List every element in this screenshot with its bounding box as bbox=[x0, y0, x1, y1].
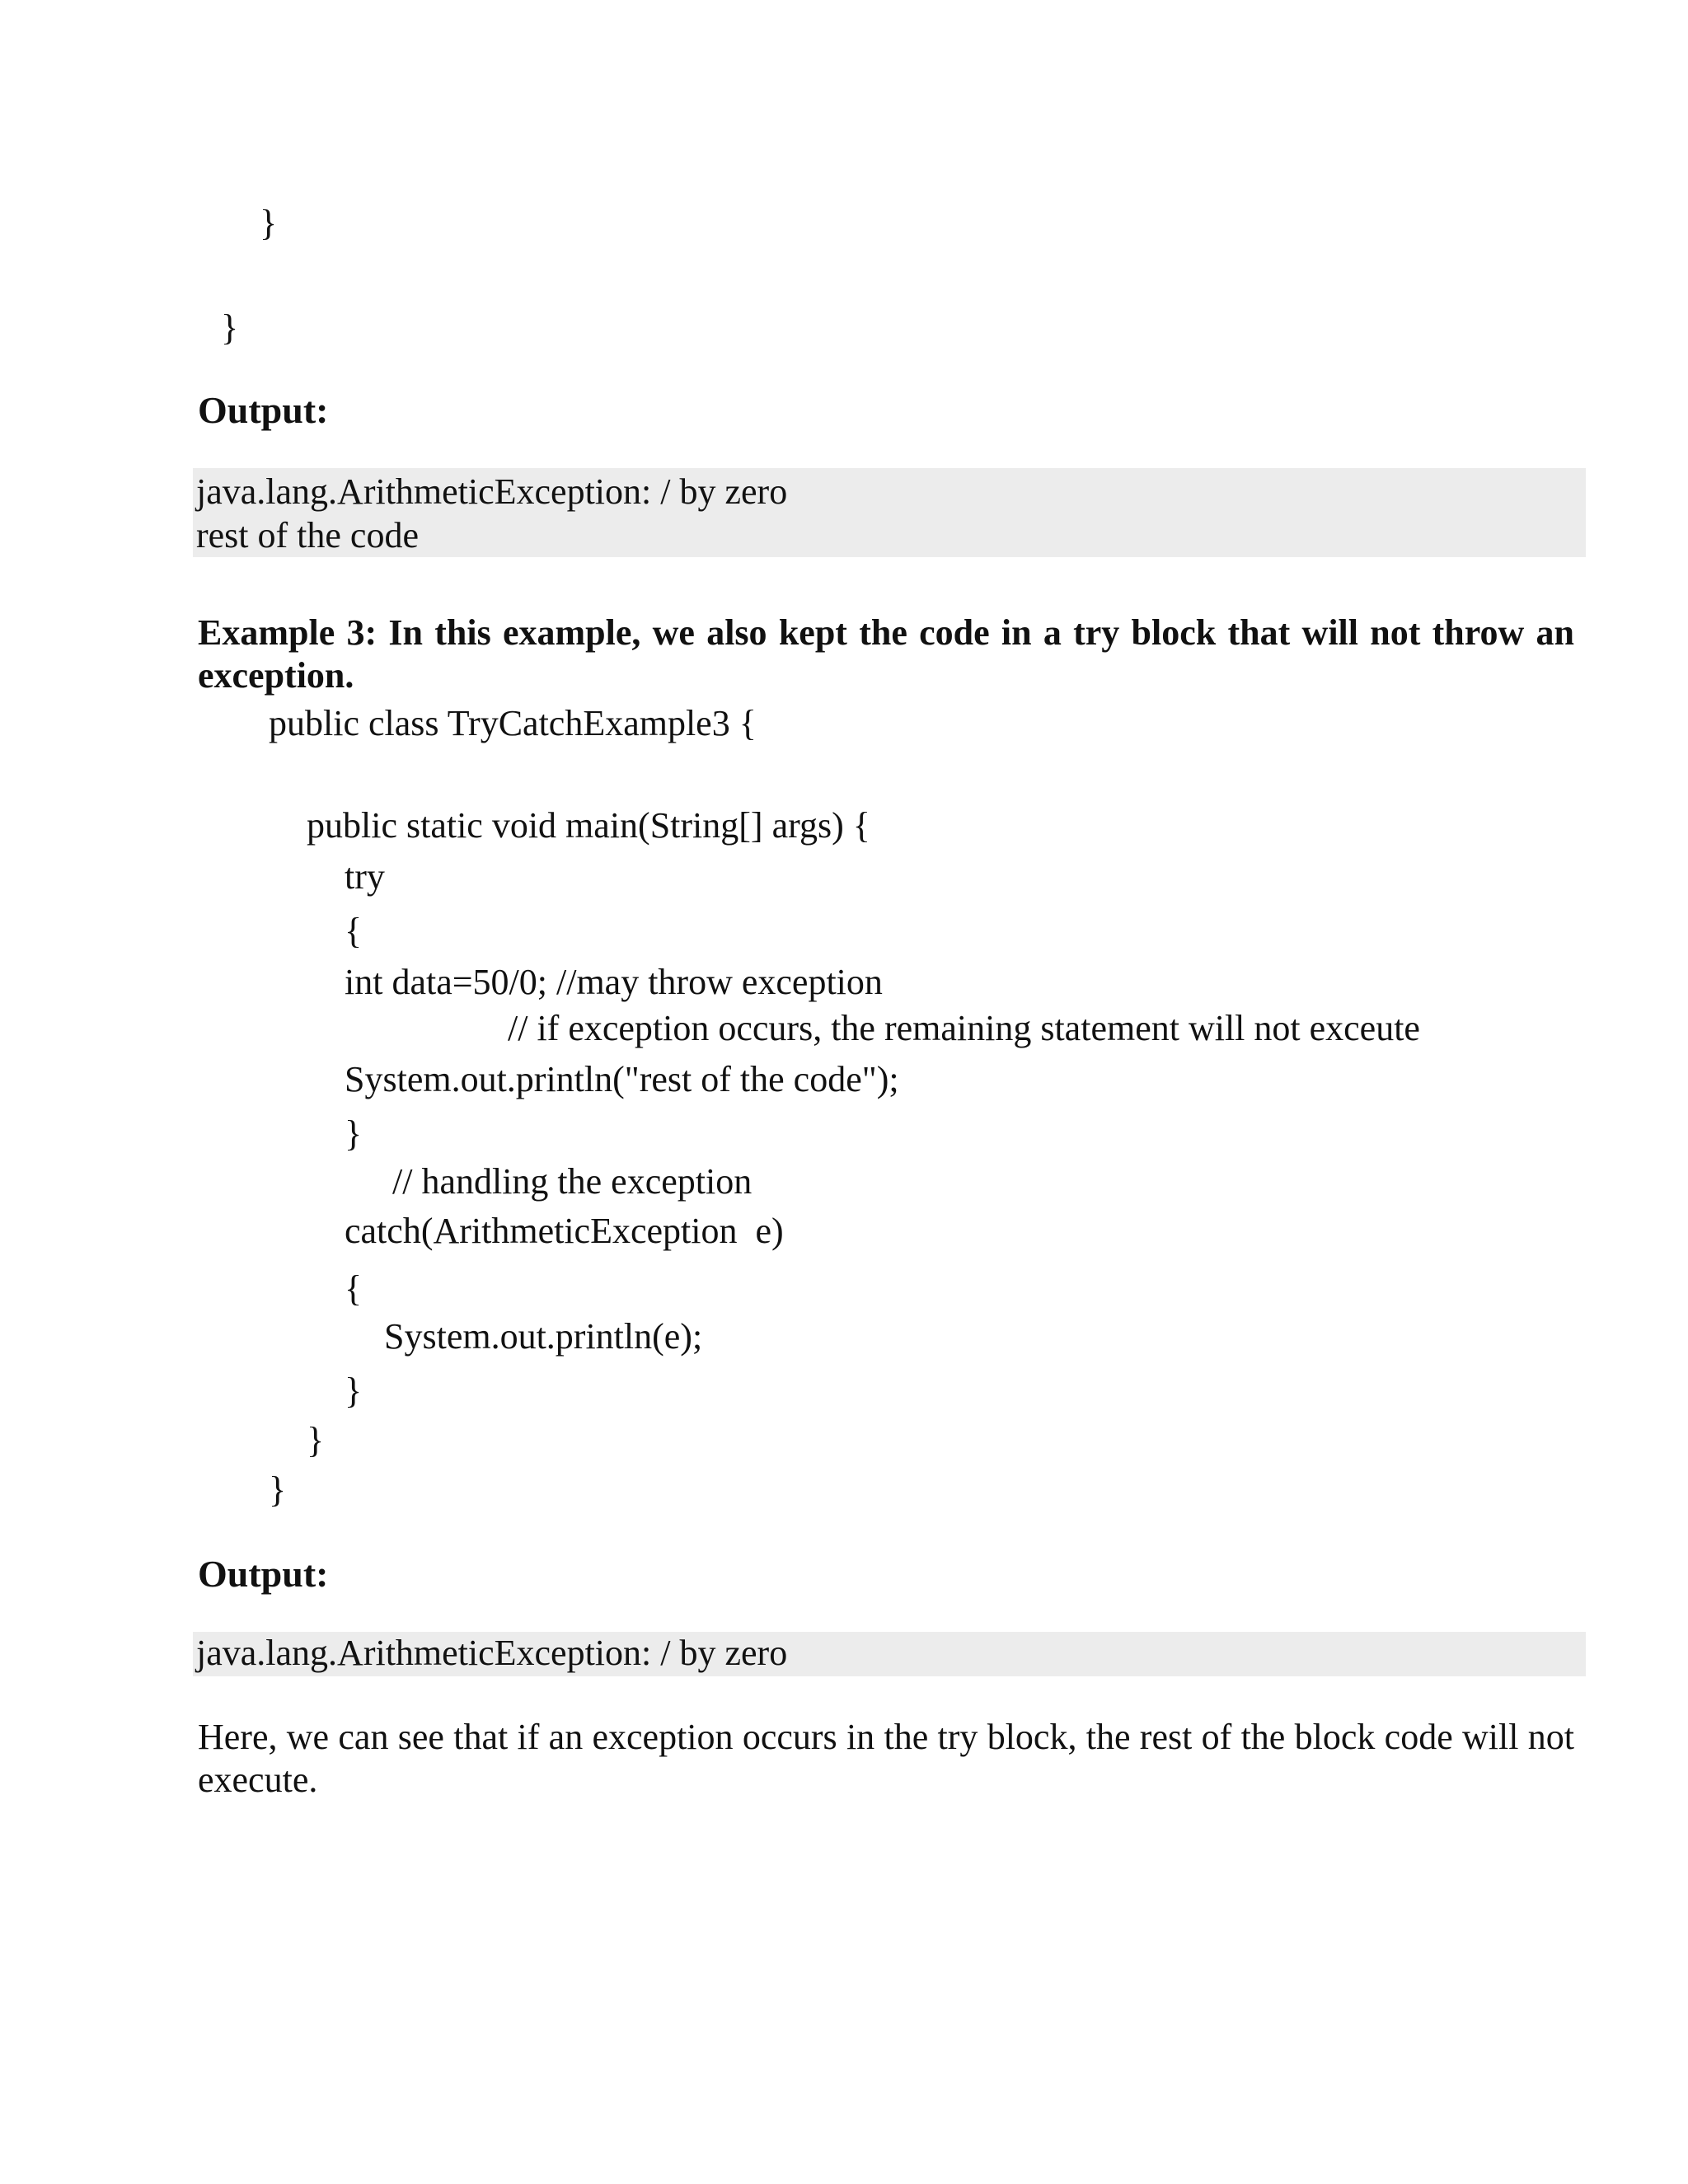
code-line-closing-brace-inner: } bbox=[260, 203, 278, 243]
code-line: try bbox=[345, 856, 385, 897]
code-line: } bbox=[345, 1371, 363, 1411]
output-block bbox=[193, 1632, 1586, 1676]
code-line-closing-brace-outer: } bbox=[221, 307, 239, 348]
code-line: System.out.println(e); bbox=[384, 1316, 703, 1357]
code-line: public class TryCatchExample3 { bbox=[269, 703, 757, 743]
body-paragraph: Here, we can see that if an exception occurs in the try block, the rest of the block code will not execute. bbox=[198, 1717, 1574, 1800]
output-label: Output: bbox=[198, 389, 329, 431]
example-heading: Example 3: In this example, we also kept the code in a try block that will not throw an exception. bbox=[198, 612, 1574, 696]
code-line: } bbox=[307, 1420, 325, 1460]
output-label: Output: bbox=[198, 1553, 329, 1595]
code-line: } bbox=[345, 1113, 363, 1154]
code-line: System.out.println("rest of the code"); bbox=[345, 1059, 899, 1099]
output-line: rest of the code bbox=[196, 515, 419, 555]
code-line: } bbox=[269, 1469, 287, 1510]
output-block bbox=[193, 468, 1586, 557]
output-line: java.lang.ArithmeticException: / by zero bbox=[196, 471, 788, 512]
code-line-comment: // if exception occurs, the remaining statement will not exceute bbox=[508, 1008, 1420, 1048]
output-line: java.lang.ArithmeticException: / by zero bbox=[196, 1633, 788, 1673]
code-line: int data=50/0; //may throw exception bbox=[345, 962, 883, 1002]
code-line: catch(ArithmeticException e) bbox=[345, 1211, 784, 1251]
code-line: public static void main(String[] args) { bbox=[307, 805, 870, 846]
code-line-comment: // handling the exception bbox=[392, 1161, 753, 1202]
code-line: { bbox=[345, 911, 363, 951]
code-line: { bbox=[345, 1268, 363, 1309]
